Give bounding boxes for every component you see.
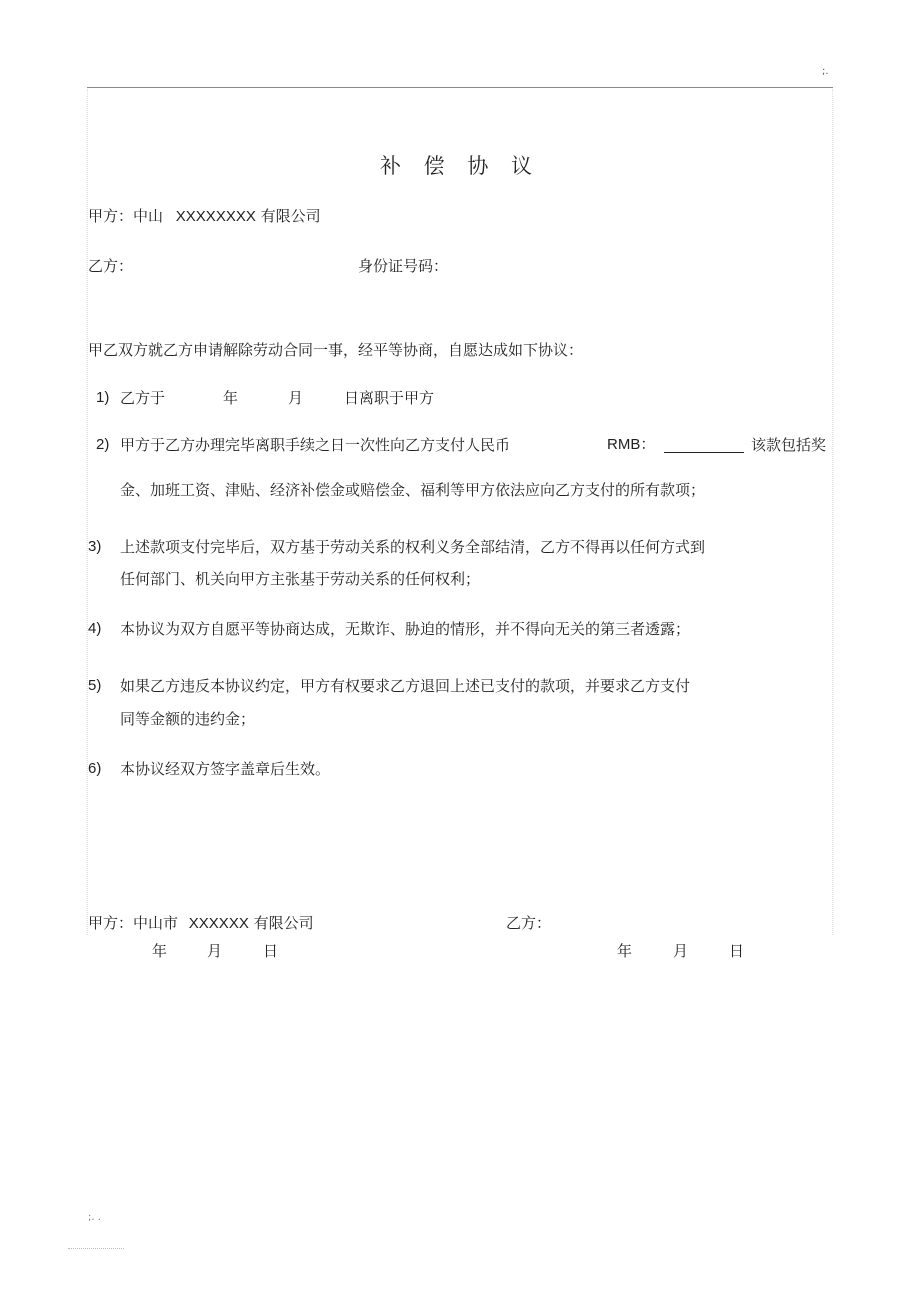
clause-1-number: 1) [96, 389, 110, 406]
document-title: 补 偿 协 议 [379, 154, 541, 178]
clause-5-line2: 同等金额的违约金； [120, 710, 256, 728]
intro-paragraph: 甲乙双方就乙方申请解除劳动合同一事，经平等协商，自愿达成如下协议： [88, 341, 584, 359]
page-header-mark: ;. [822, 66, 829, 77]
signature-a-suffix: 有限公司 [253, 914, 314, 932]
party-a-suffix: 有限公司 [260, 207, 321, 225]
clause-2-rmb-label: RMB： [607, 436, 656, 453]
clause-4-number: 4) [88, 620, 102, 637]
footer-divider [68, 1248, 124, 1249]
party-b-id-label: 身份证号码： [358, 257, 449, 275]
signature-a-day: 日 [263, 942, 279, 960]
clause-3-line2: 任何部门、机关向甲方主张基于劳动关系的任何权利； [120, 570, 481, 588]
clause-2-tail: 该款包括奖 [751, 436, 827, 454]
amount-blank [664, 434, 744, 453]
clause-1-day-rest: 日离职于甲方 [344, 389, 435, 407]
party-a-line [88, 206, 321, 227]
page-frame-right [832, 89, 833, 935]
header-divider [87, 87, 833, 88]
clause-2-line1: 甲方于乙方办理完毕离职手续之日一次性向乙方支付人民币 [120, 436, 511, 454]
clause-1-year: 年 [223, 389, 239, 407]
clause-3-line1: 上述款项支付完毕后，双方基于劳动关系的权利义务全部结清，乙方不得再以任何方式到 [120, 538, 706, 556]
signature-b-year: 年 [617, 942, 633, 960]
signature-party-b-label: 乙方： [506, 914, 552, 932]
clause-6-line1: 本协议经双方签字盖章后生效。 [120, 760, 331, 778]
signature-a-year: 年 [152, 942, 168, 960]
clause-6-number: 6) [88, 760, 102, 777]
clause-1-month: 月 [288, 389, 304, 407]
signature-b-day: 日 [729, 942, 745, 960]
signature-b-month: 月 [673, 942, 689, 960]
clause-2-line2: 金、加班工资、津贴、经济补偿金或赔偿金、福利等甲方依法应向乙方支付的所有款项； [120, 481, 706, 499]
clause-5-number: 5) [88, 677, 102, 694]
clause-4-line1: 本协议为双方自愿平等协商达成，无欺诈、胁迫的情形，并不得向无关的第三者透露； [120, 620, 691, 638]
signature-a-label: 甲方：中山市 [88, 914, 179, 932]
party-a-company-code: XXXXXXXX [175, 208, 256, 225]
signature-a-company-code: XXXXXX [188, 915, 249, 932]
clause-3-number: 3) [88, 538, 102, 555]
party-b-label: 乙方： [88, 257, 134, 275]
signature-party-a [88, 913, 314, 934]
clause-5-line1: 如果乙方违反本协议约定，甲方有权要求乙方退回上述已支付的款项，并要求乙方支付 [120, 677, 691, 695]
party-a-label: 甲方：中山 [88, 207, 164, 225]
clause-1-prefix: 乙方于 [120, 389, 166, 407]
page-footer-mark: ;. . [88, 1212, 101, 1223]
clause-2-number: 2) [96, 436, 110, 453]
signature-a-month: 月 [207, 942, 223, 960]
